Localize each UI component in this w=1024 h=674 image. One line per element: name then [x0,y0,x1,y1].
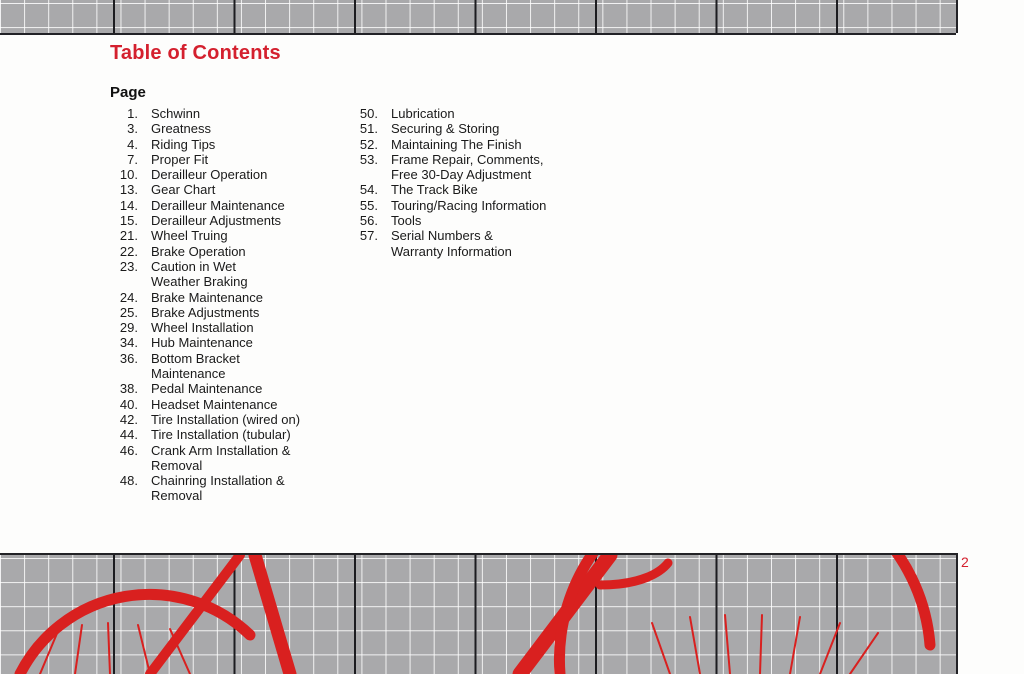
toc-entry-line: Derailleur Maintenance [151,197,285,213]
right-wheel-spoke [652,623,670,674]
right-wheel-spoke [690,617,700,674]
toc-entry-line: Proper Fit [151,151,209,167]
toc-page-number: 29. [119,320,138,336]
toc-page-number: 36. [119,350,138,366]
toc-entry-line: Securing & Storing [391,121,500,137]
toc-entry-line: Bottom Bracket [151,350,240,366]
toc-entry [108,335,348,350]
toc-entry-line: Touring/Racing Information [391,197,547,213]
toc-entry [108,106,348,121]
toc-right-column [348,106,608,259]
toc-entry-title [138,320,254,335]
toc-page-number: 56. [359,213,378,229]
seat-stay [255,555,290,674]
toc-entry-line: Wheel Installation [151,320,254,336]
toc-entry-line: Removal [151,488,203,504]
right-wheel-rim [559,555,930,674]
toc-entry [108,305,348,320]
toc-entry-title [138,259,248,290]
toc-entry-title [138,412,300,427]
toc-entry [108,412,348,427]
toc-entry-title [138,335,253,350]
toc-page-number: 34. [119,335,138,351]
toc-page-number: 10. [119,167,138,183]
toc-page-number: 46. [119,442,138,458]
toc-page-number: 21. [119,228,138,244]
bottom-grid-illustration [0,553,958,674]
toc-entry-title [138,351,240,382]
toc-entry-line: Maintenance [151,366,226,382]
toc-entry [108,167,348,182]
page-title: Table of Contents [110,42,281,64]
toc-entry-title [138,137,215,152]
toc-entry-line: Gear Chart [151,182,216,198]
bicycle-illustration [0,555,956,674]
toc-entry-line: Free 30-Day Adjustment [391,167,532,183]
toc-entry-line: Removal [151,457,203,473]
toc-entry [108,244,348,259]
toc-entry [108,213,348,228]
right-wheel-spoke [850,633,878,674]
toc-entry-title [138,397,277,412]
toc-entry-line: Hub Maintenance [151,335,253,351]
toc-entry [108,228,348,243]
right-wheel-spoke [725,615,730,674]
toc-entry-title [378,137,522,152]
toc-entry-line: Derailleur Adjustments [151,213,282,229]
toc-entry-line: Wheel Truing [151,228,228,244]
toc-page-number: 42. [119,411,138,427]
toc-entry-line: Crank Arm Installation & [151,442,291,458]
toc-entry [348,213,608,228]
toc-entry-line: Warranty Information [391,243,512,259]
toc-entry [108,351,348,382]
toc-entry-title [378,182,478,197]
toc-entry-title [378,121,499,136]
toc-entry-title [138,167,267,182]
top-grid-border [0,0,956,35]
toc-entry-line: Weather Braking [151,274,248,290]
toc-entry-line: Tire Installation (wired on) [151,411,301,427]
toc-entry [108,381,348,396]
toc-entry-line: Caution in Wet [151,258,237,274]
toc-page-number: 4. [127,136,138,152]
toc-entry-title [138,213,281,228]
toc-entry-line: Pedal Maintenance [151,381,263,397]
toc-entry-line: Serial Numbers & [391,228,493,244]
toc-entry [108,121,348,136]
toc-entry [348,137,608,152]
left-wheel-spoke [75,625,82,674]
toc-entry [348,198,608,213]
toc-entry [108,259,348,290]
toc-page-number: 54. [359,182,378,198]
toc-page-number: 24. [119,289,138,305]
right-wheel-spoke [760,615,762,674]
toc-entry-title [138,121,211,136]
toc-entry-line: Brake Maintenance [151,289,264,305]
toc-entry [348,121,608,136]
toc-page-number: 1. [127,106,138,121]
toc-page-number: 50. [359,106,378,121]
toc-entry-title [138,473,285,504]
toc-entry-line: Headset Maintenance [151,396,278,412]
toc-page-number: 53. [359,151,378,167]
toc-page-number: 22. [119,243,138,259]
toc-entry [348,182,608,197]
toc-entry-line: Schwinn [151,106,201,121]
toc-entry [108,152,348,167]
toc-page-number: 38. [119,381,138,397]
toc-entry [108,198,348,213]
left-wheel-spoke [108,623,110,674]
toc-entry-title [138,198,285,213]
toc-entry-line: Tools [391,213,422,229]
toc-entry [348,152,608,183]
page-column-heading: Page [110,84,146,101]
toc-entry-line: Riding Tips [151,136,216,152]
toc-entry-title [378,213,421,228]
toc-entry-title [138,228,228,243]
toc-entry-line: Greatness [151,121,211,137]
toc-entry-line: Brake Operation [151,243,246,259]
toc-entry-title [378,152,543,183]
toc-entry-title [138,443,290,474]
toc-entry-title [138,106,200,121]
toc-entry-line: Brake Adjustments [151,304,260,320]
toc-entry-title [378,228,512,259]
toc-page-number: 52. [359,136,378,152]
toc-entry-title [378,106,455,121]
toc-page-number: 3. [127,121,138,137]
left-wheel-rim [20,594,250,674]
toc-entry-title [138,381,262,396]
toc-entry [108,320,348,335]
toc-page-number: 55. [359,197,378,213]
toc-left-column [108,106,348,504]
toc-entry-line: Frame Repair, Comments, [391,151,544,167]
toc-page-number: 14. [119,197,138,213]
toc-entry-line: Derailleur Operation [151,167,268,183]
toc-entry-title [138,152,208,167]
toc-entry [108,290,348,305]
toc-entry [348,106,608,121]
toc-page-number: 13. [119,182,138,198]
toc-entry-title [138,427,291,442]
toc-page-number: 15. [119,213,138,229]
toc-entry [348,228,608,259]
toc-entry-line: Lubrication [391,106,455,121]
toc-entry-title [378,198,546,213]
toc-entry [108,443,348,474]
toc-entry-title [138,290,263,305]
toc-entry-line: Tire Installation (tubular) [151,427,291,443]
toc-entry-title [138,244,246,259]
toc-entry-title [138,182,215,197]
right-wheel-spoke [790,617,800,674]
toc-entry-line: Chainring Installation & [151,473,285,489]
toc-entry [108,137,348,152]
toc-entry [108,397,348,412]
toc-entry [108,473,348,504]
left-wheel-spoke [138,625,150,674]
toc-page-number: 57. [359,228,378,244]
toc-page-number: 40. [119,396,138,412]
toc-page-number: 7. [127,151,138,167]
toc-page-number: 25. [119,304,138,320]
toc-entry-title [138,305,259,320]
toc-page-number: 51. [359,121,378,137]
page-number: 2 [961,554,969,570]
toc-entry-line: The Track Bike [391,182,478,198]
right-wheel-spoke [820,623,840,674]
toc-page-number: 48. [119,473,138,489]
toc-entry [108,427,348,442]
toc-entry [108,182,348,197]
toc-page-number: 44. [119,427,138,443]
toc-entry-line: Maintaining The Finish [391,136,522,152]
toc-page-number: 23. [119,258,138,274]
